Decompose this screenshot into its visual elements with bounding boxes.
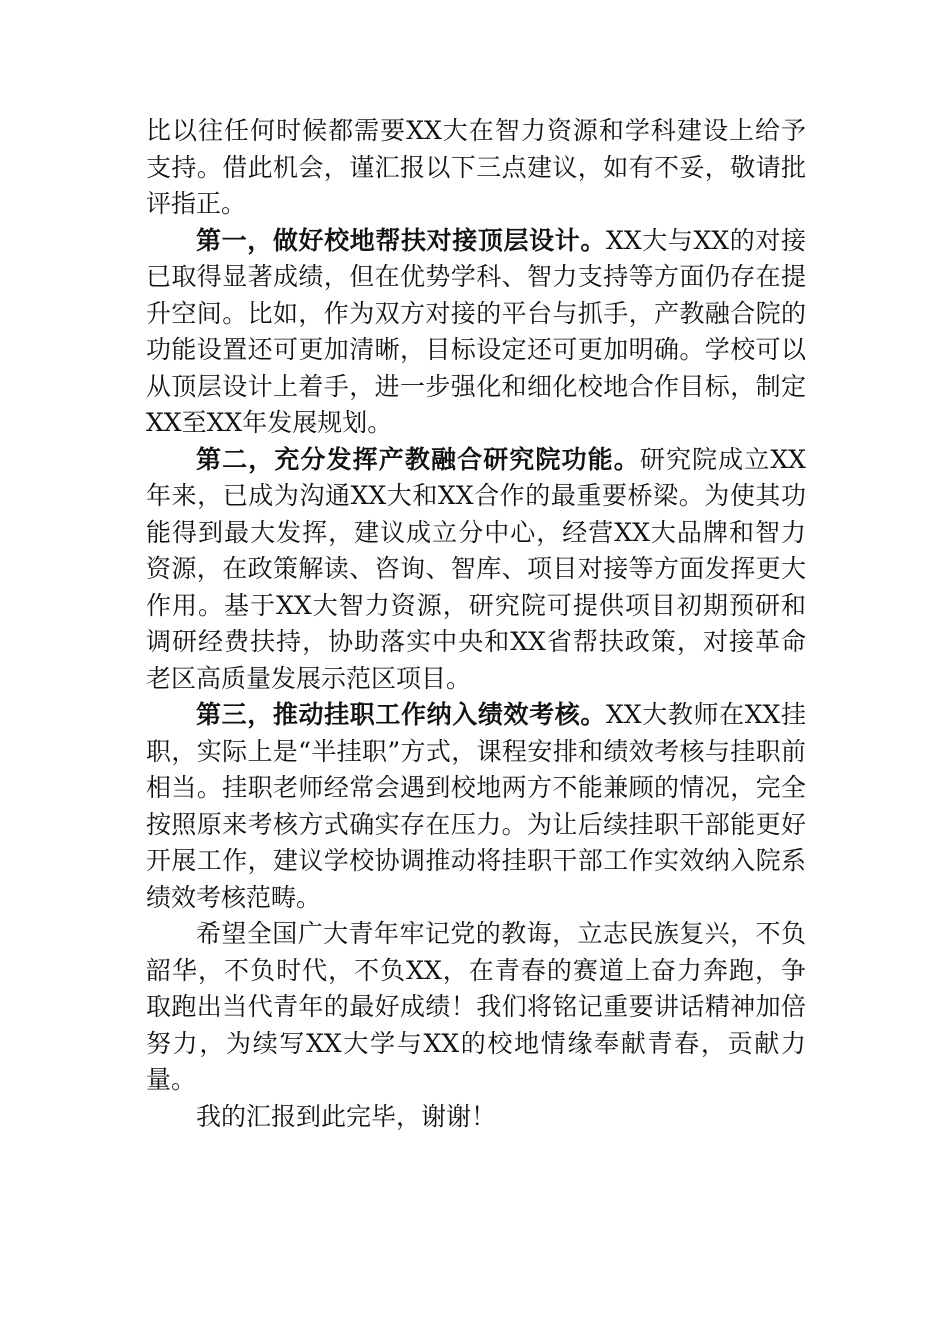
suggestion-1-heading: 第一，做好校地帮扶对接顶层设计。 [196, 225, 607, 255]
suggestion-2-body: 研究院成立XX年来，已成为沟通XX大和XX合作的最重要桥梁。为使其功能得到最大发挥，建议成立分中心，经营XX大品牌和智力资源，在政策解读、咨询、智库、项目对接等方面发挥更大作用。基于XX大智力资源，研究院可提供项目初期预研和调研经费扶持，协助落实中央和XX省帮扶政策，对接革命老区高质量发展示范区项目。 [146, 444, 806, 693]
suggestion-3-heading: 第三，推动挂职工作纳入绩效考核。 [196, 700, 607, 729]
suggestion-2-heading: 第二，充分发挥产教融合研究院功能。 [196, 444, 640, 474]
suggestion-1-body: XX大与XX的对接已取得显著成绩，但在优势学科、智力支持等方面仍存在提升空间。比如，作为双方对接的平台与抓手，产教融合院的功能设置还可更加清晰，目标设定还可更加明确。学校可以从顶层设计上着手，进一步强化和细化校地合作目标，制定XX至XX年发展规划。 [146, 225, 806, 437]
suggestion-3-body: XX大教师在XX挂职，实际上是“半挂职”方式，课程安排和绩效考核与挂职前相当。挂职老师经常会遇到校地两方不能兼顾的情况，完全按照原来考核方式确实存在压力。为让后续挂职干部能更好开展工作，建议学校协调推动将挂职干部工作实效纳入院系绩效考核范畴。 [146, 700, 806, 912]
paragraph-suggestion-1 [146, 223, 806, 442]
document-page [146, 113, 806, 1135]
paragraph-suggestion-3 [146, 697, 806, 916]
paragraph-suggestion-2 [146, 442, 806, 698]
paragraph-closing-hope: 希望全国广大青年牢记党的教诲，立志民族复兴，不负韶华，不负时代，不负XX，在青春的赛道上奋力奔跑，争取跑出当代青年的最好成绩！我们将铭记重要讲话精神加倍努力，为续写XX大学与XX的校地情缘奉献青春，贡献力量。 [146, 919, 806, 1094]
paragraph-ending: 我的汇报到此完毕，谢谢！ [196, 1101, 497, 1131]
paragraph-intro: 比以往任何时候都需要XX大在智力资源和学科建设上给予支持。借此机会，谨汇报以下三点建议，如有不妥，敬请批评指正。 [146, 116, 806, 218]
